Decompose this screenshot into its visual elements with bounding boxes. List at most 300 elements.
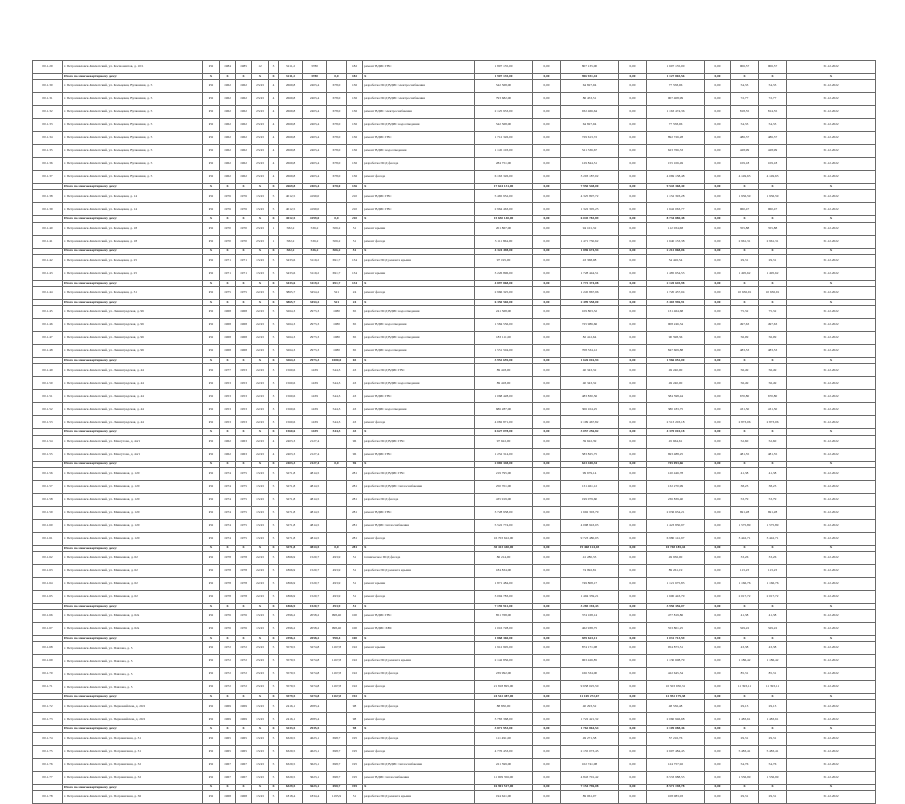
- table-cell: 13/43: [252, 506, 269, 519]
- table-cell: 41,38: [759, 467, 787, 480]
- table-cell: Х: [252, 784, 269, 790]
- table-cell: 0,00: [705, 364, 731, 377]
- table-cell: 100: [347, 636, 363, 642]
- table-cell: 1970: [236, 235, 252, 248]
- table-cell: 0,00: [619, 248, 647, 254]
- work-type-cell: Х: [363, 726, 475, 732]
- table-cell: 29,31: [759, 732, 787, 745]
- table-cell: 0,00: [705, 403, 731, 416]
- table-cell: 0,00: [705, 771, 731, 784]
- table-cell: 72,77: [731, 93, 759, 106]
- table-cell: 43: [347, 403, 363, 416]
- table-cell: Х: [203, 184, 220, 190]
- table-cell: 0,00: [533, 254, 561, 267]
- table-cell: РО: [203, 306, 220, 319]
- table-cell: 483 830,56: [561, 390, 619, 403]
- table-cell: Х: [269, 358, 279, 364]
- table-cell: 2973,3: [303, 306, 327, 319]
- work-type-cell: ремонт ВДИС ГВС: [363, 448, 475, 461]
- table-cell: Х: [203, 461, 220, 467]
- table-cell: 0,00: [533, 319, 561, 332]
- work-type-cell: ремонт фасада: [363, 713, 475, 726]
- work-type-cell: ремонт фасада: [363, 745, 475, 758]
- table-row: [33, 345, 876, 358]
- table-cell: 0,00: [705, 299, 731, 305]
- table-cell: 431,50: [731, 403, 759, 416]
- table-cell: РО: [203, 119, 220, 132]
- table-cell: 0,0: [327, 216, 347, 222]
- table-cell: 29,13: [759, 700, 787, 713]
- table-cell: 583 825,75: [561, 448, 619, 461]
- table-cell: 3264,3: [279, 358, 303, 364]
- work-type-cell: разработка ПСД ВДИС ГВС: [363, 467, 475, 480]
- table-cell: 3: [269, 416, 279, 429]
- table-cell: 0,00: [619, 306, 647, 319]
- table-cell: 29,31: [759, 790, 787, 803]
- work-type-cell: Х: [363, 603, 475, 609]
- table-cell: 1520,7: [303, 603, 327, 609]
- table-cell: 4199,0: [303, 190, 327, 203]
- table-cell: 1967: [236, 758, 252, 771]
- table-row: [33, 493, 876, 506]
- table-cell: 281: [347, 545, 363, 551]
- table-cell: 11 909 356,00: [475, 771, 533, 784]
- table-cell: 49 936,00: [647, 551, 705, 564]
- table-cell: 422 645,54: [647, 668, 705, 681]
- table-cell: 96: [347, 435, 363, 448]
- table-cell: 16 703 622,00: [475, 532, 533, 545]
- table-cell: РО: [203, 506, 220, 519]
- table-cell: 2973,3: [303, 332, 327, 345]
- table-cell: 15 650 140,00: [475, 216, 533, 222]
- table-cell: 0,00: [705, 784, 731, 790]
- table-cell: 1 607 135,00: [647, 61, 705, 74]
- table-cell: 0,00: [705, 448, 731, 461]
- table-cell: РО: [203, 532, 220, 545]
- table-cell: 0,00: [619, 286, 647, 299]
- table-cell: Х: [236, 603, 252, 609]
- table-cell: 5: [269, 771, 279, 784]
- table-cell: 2 964 463,00: [475, 203, 533, 216]
- address-cell: г. Петропавловск-Камчатский, ул. Мишенная, д. 120: [63, 519, 203, 532]
- table-cell: РО: [203, 286, 220, 299]
- address-cell: г. Петропавловск-Камчатский, ул. Мишенная, д. 62: [63, 590, 203, 603]
- table-cell: 1560,6: [279, 364, 303, 377]
- table-cell: Х: [252, 184, 269, 190]
- table-cell: 0,00: [619, 184, 647, 190]
- table-cell: 13/43: [252, 267, 269, 280]
- table-cell: 00.1.44: [33, 286, 63, 299]
- table-cell: 22/43: [252, 377, 269, 390]
- table-cell: 1953: [220, 416, 236, 429]
- table-cell: Х: [252, 545, 269, 551]
- table-cell: 111 491,00: [475, 732, 533, 745]
- table-cell: 5: [269, 190, 279, 203]
- table-cell: 98: [347, 700, 363, 713]
- table-cell: 0,00: [533, 132, 561, 145]
- table-cell: 0,00: [619, 551, 647, 564]
- table-cell: 281: [347, 519, 363, 532]
- table-cell: 1 692 303,79: [561, 506, 619, 519]
- address-cell: г. Петропавловск-Камчатский, ул. Ленинградская, д. 44: [63, 377, 203, 390]
- table-cell: 75,32: [731, 306, 759, 319]
- table-cell: 2403,3: [279, 461, 303, 467]
- table-cell: 1 966 052,00: [647, 358, 705, 364]
- table-cell: 1 575,89: [759, 519, 787, 532]
- table-cell: 45 664,61: [647, 435, 705, 448]
- table-cell: 5: [269, 306, 279, 319]
- table-cell: 1 907 135,00: [475, 74, 533, 80]
- table-cell: Х: [203, 545, 220, 551]
- table-cell: 3 285 194,43: [561, 603, 619, 609]
- table-cell: Х: [269, 248, 279, 254]
- table-cell: 1953: [236, 390, 252, 403]
- table-cell: 4814,5: [303, 506, 327, 519]
- table-cell: Х: [759, 694, 787, 700]
- table-cell: 698,7: [327, 732, 347, 745]
- table-cell: 9 658 025,50: [561, 681, 619, 694]
- table-cell: 96: [347, 448, 363, 461]
- table-cell: РО: [203, 623, 220, 636]
- table-cell: Х: [759, 429, 787, 435]
- table-cell: 54,33: [759, 119, 787, 132]
- table-cell: 1972: [236, 655, 252, 668]
- table-cell: 134: [347, 254, 363, 267]
- table-cell: Х: [269, 603, 279, 609]
- table-cell: 4814,5: [303, 532, 327, 545]
- table-cell: 3 871 953,00: [475, 726, 533, 732]
- table-row: [33, 623, 876, 636]
- table-cell: 72,77: [759, 93, 787, 106]
- table-cell: 54,33: [759, 80, 787, 93]
- table-cell: 31.12.2022: [787, 519, 876, 532]
- table-cell: 1967: [220, 771, 236, 784]
- table-cell: Х: [787, 461, 876, 467]
- table-cell: 24: [347, 299, 363, 305]
- address-cell: г. Петропавловск-Камчатский, ул. Максутова, д. 44/1: [63, 435, 203, 448]
- table-cell: 0,00: [705, 713, 731, 726]
- table-cell: 31.12.2022: [787, 390, 876, 403]
- table-cell: РО: [203, 203, 220, 216]
- table-cell: 1953: [236, 416, 252, 429]
- table-cell: 00.1.48: [33, 345, 63, 358]
- table-cell: 0,00: [619, 506, 647, 519]
- table-cell: 1974: [220, 480, 236, 493]
- table-cell: 3623,1: [303, 758, 327, 771]
- table-cell: 3271,8: [279, 493, 303, 506]
- table-cell: 544,3: [327, 364, 347, 377]
- table-cell: 1 762 864,54: [561, 726, 619, 732]
- table-cell: 818,55: [731, 106, 759, 119]
- table-cell: 0,00: [533, 732, 561, 745]
- table-cell: 693 488,25: [647, 448, 705, 461]
- table-cell: 90 598,36: [647, 332, 705, 345]
- table-cell: РО: [203, 467, 220, 480]
- address-cell: г. Петропавловск-Камчатский, ул. Мишенная, д. 62а: [63, 623, 203, 636]
- register-body: [33, 61, 876, 804]
- table-cell: 0,00: [533, 610, 561, 623]
- table-cell: 0,00: [619, 590, 647, 603]
- table-cell: 698,7: [327, 758, 347, 771]
- table-cell: 23/43: [252, 93, 269, 106]
- table-cell: РО: [203, 145, 220, 158]
- table-cell: 00.1.56: [33, 467, 63, 480]
- table-cell: 2935,5: [303, 726, 327, 732]
- table-cell: Х: [252, 726, 269, 732]
- table-cell: 0,00: [619, 732, 647, 745]
- table-cell: 89 261,19: [647, 564, 705, 577]
- table-cell: 1975: [236, 286, 252, 299]
- table-cell: 281: [347, 493, 363, 506]
- table-cell: 10 748 185,44: [647, 545, 705, 551]
- table-cell: 29,31: [731, 732, 759, 745]
- table-cell: 4199,0: [303, 216, 327, 222]
- table-cell: 0,00: [705, 286, 731, 299]
- table-cell: 1970: [220, 235, 236, 248]
- table-cell: 136: [347, 171, 363, 184]
- table-cell: РО: [203, 564, 220, 577]
- table-cell: 6 045 783,89: [561, 216, 619, 222]
- work-type-cell: Х: [363, 461, 475, 467]
- table-cell: 31.12.2022: [787, 106, 876, 119]
- address-cell: Итого по многоквартирному дому:: [63, 636, 203, 642]
- table-cell: 4814,5: [303, 519, 327, 532]
- work-type-cell: Х: [363, 636, 475, 642]
- table-cell: Х: [220, 726, 236, 732]
- table-cell: 0,00: [705, 655, 731, 668]
- table-cell: 4: [269, 80, 279, 93]
- work-type-cell: ремонт ВДИС ГВС: [363, 190, 475, 203]
- table-cell: 109,18: [759, 158, 787, 171]
- table-cell: 1962: [236, 119, 252, 132]
- table-cell: 1439: [303, 429, 327, 435]
- table-cell: 3579,5: [279, 642, 303, 655]
- table-cell: 906,57: [759, 61, 787, 74]
- address-cell: Итого по многоквартирному дому:: [63, 429, 203, 435]
- table-cell: РО: [203, 267, 220, 280]
- table-cell: 0,00: [619, 319, 647, 332]
- table-cell: 729 613,72: [561, 132, 619, 145]
- table-cell: РО: [203, 519, 220, 532]
- table-cell: 0,00: [619, 235, 647, 248]
- table-cell: 536,2: [303, 248, 327, 254]
- work-type-cell: разработка ПСД ВДИС водоотведения: [363, 377, 475, 390]
- table-cell: Х: [787, 280, 876, 286]
- table-cell: 86 214,00: [475, 551, 533, 564]
- table-cell: 0,00: [619, 364, 647, 377]
- table-cell: 65: [347, 319, 363, 332]
- table-cell: 3274,8: [303, 681, 327, 694]
- table-cell: 0,00: [705, 603, 731, 609]
- table-cell: 51: [347, 590, 363, 603]
- table-row: [33, 364, 876, 377]
- table-cell: Х: [787, 74, 876, 80]
- table-cell: Х: [731, 694, 759, 700]
- table-cell: Х: [203, 280, 220, 286]
- table-cell: Х: [203, 636, 220, 642]
- table-cell: 536,2: [303, 235, 327, 248]
- address-cell: Итого по многоквартирному дому:: [63, 358, 203, 364]
- table-cell: 00.1.67: [33, 623, 63, 636]
- table-cell: 56,09: [759, 332, 787, 345]
- table-cell: 1520,7: [303, 590, 327, 603]
- table-cell: Х: [759, 636, 787, 642]
- table-cell: 0,00: [705, 61, 731, 74]
- table-cell: 1560,6: [279, 429, 303, 435]
- table-cell: 2 961,31: [759, 235, 787, 248]
- table-cell: 6 533 988,53: [647, 771, 705, 784]
- table-cell: 623 766,33: [647, 145, 705, 158]
- table-row: [33, 506, 876, 519]
- works-register-table: [32, 60, 876, 804]
- table-cell: Х: [269, 299, 279, 305]
- table-cell: 0,00: [533, 190, 561, 203]
- table-cell: 7 154 796,08: [561, 784, 619, 790]
- work-type-cell: ремонт крыши: [363, 222, 475, 235]
- table-cell: 4199,0: [303, 203, 327, 216]
- table-cell: 678,0: [327, 119, 347, 132]
- table-cell: РО: [203, 790, 220, 803]
- table-cell: 22/43: [252, 319, 269, 332]
- table-cell: Х: [236, 545, 252, 551]
- table-cell: Х: [236, 784, 252, 790]
- table-cell: Х: [787, 184, 876, 190]
- table-cell: 1972: [220, 681, 236, 694]
- table-cell: 31.12.2022: [787, 203, 876, 216]
- work-type-cell: ремонт ВДИС теплоснабжения: [363, 519, 475, 532]
- table-cell: Х: [236, 184, 252, 190]
- table-cell: 814,55: [759, 106, 787, 119]
- table-cell: 41 280,33: [561, 551, 619, 564]
- table-row: [33, 171, 876, 184]
- table-cell: 0,00: [705, 171, 731, 184]
- table-cell: 31.12.2022: [787, 267, 876, 280]
- table-cell: 1953: [236, 377, 252, 390]
- table-cell: 51: [347, 790, 363, 803]
- table-cell: 31.12.2022: [787, 190, 876, 203]
- table-cell: 43,38: [731, 642, 759, 655]
- table-cell: 31.12.2022: [787, 758, 876, 771]
- table-cell: 4: [269, 106, 279, 119]
- table-cell: 6329,5: [279, 784, 303, 790]
- table-cell: 1962: [220, 448, 236, 461]
- table-cell: 11 393,11: [759, 681, 787, 694]
- table-cell: 5: [269, 203, 279, 216]
- table-cell: 0,00: [619, 267, 647, 280]
- table-cell: 2669,8: [279, 80, 303, 93]
- table-cell: 1439: [303, 377, 327, 390]
- table-cell: 221 599,00: [475, 758, 533, 771]
- table-row: [33, 532, 876, 545]
- table-cell: 847 609,88: [647, 345, 705, 358]
- table-cell: 100: [347, 610, 363, 623]
- table-cell: 0,00: [533, 429, 561, 435]
- table-cell: 691,7: [327, 267, 347, 280]
- table-cell: Х: [787, 784, 876, 790]
- table-cell: 65: [347, 345, 363, 358]
- table-cell: 195: [347, 784, 363, 790]
- table-cell: 1968: [220, 332, 236, 345]
- work-type-cell: разработка ПСД ВДИС электроснабжения: [363, 93, 475, 106]
- address-cell: г. Петропавловск-Камчатский, ул. Ленинградская, д. 96: [63, 345, 203, 358]
- table-cell: 0,00: [705, 564, 731, 577]
- table-cell: 00.1.61: [33, 532, 63, 545]
- table-cell: 1439: [303, 364, 327, 377]
- table-cell: 678,0: [327, 132, 347, 145]
- table-cell: 136: [347, 145, 363, 158]
- table-cell: Х: [236, 694, 252, 700]
- table-cell: 0,00: [619, 74, 647, 80]
- address-cell: г. Петропавловск-Камчатский, ул. Кольцевая, д. 25: [63, 267, 203, 280]
- table-cell: 00.1.32: [33, 106, 63, 119]
- table-cell: 51: [347, 551, 363, 564]
- table-cell: 0,00: [533, 577, 561, 590]
- table-cell: 2 142 856,00: [475, 655, 533, 668]
- table-cell: 1962: [220, 80, 236, 93]
- table-cell: 435 919,00: [475, 493, 533, 506]
- address-cell: г. Петропавловск-Камчатский, ул. Кольцевая, Вулканная, д. 5: [63, 158, 203, 171]
- table-cell: 3 728 938,00: [475, 506, 533, 519]
- work-type-cell: ремонт ВДИС электроснабжения: [363, 106, 475, 119]
- table-cell: 5: [269, 254, 279, 267]
- table-cell: 00.1.55: [33, 448, 63, 461]
- table-cell: 5: [269, 480, 279, 493]
- table-row: [33, 790, 876, 803]
- table-cell: 31.12.2022: [787, 435, 876, 448]
- table-cell: 5: [269, 681, 279, 694]
- table-cell: 1818,4: [279, 790, 303, 803]
- table-cell: РО: [203, 551, 220, 564]
- table-cell: 1976: [236, 623, 252, 636]
- table-cell: 5: [269, 642, 279, 655]
- table-cell: 2669,8: [279, 145, 303, 158]
- table-cell: 1953: [220, 377, 236, 390]
- table-cell: 00.1.65: [33, 590, 63, 603]
- table-cell: 40 343,32: [561, 377, 619, 390]
- table-cell: 31.12.2022: [787, 171, 876, 184]
- table-cell: 2416,1: [279, 700, 303, 713]
- table-cell: РО: [203, 681, 220, 694]
- table-cell: Х: [731, 461, 759, 467]
- table-cell: 3 952 659,00: [475, 358, 533, 364]
- table-cell: 2 109 088,46: [647, 726, 705, 732]
- table-cell: Х: [731, 545, 759, 551]
- table-cell: 31.12.2022: [787, 222, 876, 235]
- table-cell: РО: [203, 590, 220, 603]
- table-row: [33, 319, 876, 332]
- table-cell: 11 169 272,67: [561, 694, 619, 700]
- table-cell: 6 980 141,97: [647, 532, 705, 545]
- table-cell: 745 093,66: [647, 461, 705, 467]
- table-cell: 65: [347, 306, 363, 319]
- table-cell: 678,0: [327, 80, 347, 93]
- table-cell: 31.12.2022: [787, 93, 876, 106]
- table-cell: Х: [236, 216, 252, 222]
- table-cell: 1975: [236, 506, 252, 519]
- table-cell: 1 772 374,08: [561, 280, 619, 286]
- table-cell: 5: [269, 493, 279, 506]
- table-cell: 892 726,28: [647, 132, 705, 145]
- table-cell: 00.1.58: [33, 493, 63, 506]
- table-cell: РО: [203, 403, 220, 416]
- table-cell: РО: [203, 480, 220, 493]
- table-cell: 1953: [236, 403, 252, 416]
- table-cell: Х: [759, 545, 787, 551]
- table-cell: [327, 480, 347, 493]
- table-cell: 31.12.2022: [787, 493, 876, 506]
- table-cell: 85,31: [731, 668, 759, 681]
- address-cell: г. Петропавловск-Камчатский, ул. Ленинградская, д. 96: [63, 306, 203, 319]
